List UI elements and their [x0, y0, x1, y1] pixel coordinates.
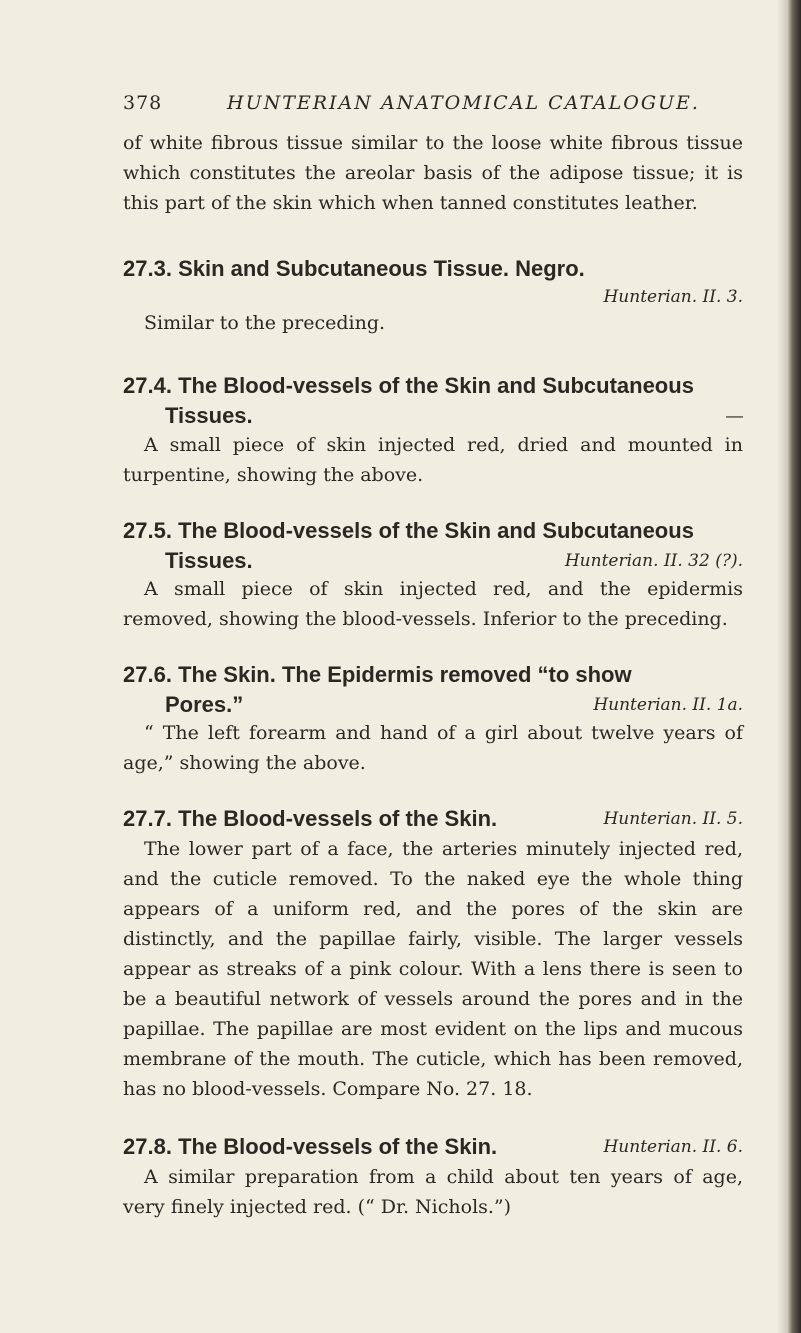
- entry-title: The Blood-vessels of the Skin.: [178, 806, 498, 831]
- entry-reference: Hunterian. II. 5.: [603, 809, 743, 829]
- entry-number: 27.8.: [123, 1134, 172, 1159]
- entry-description: Similar to the preceding.: [144, 312, 386, 334]
- entry-description: A small piece of skin injected red, dried and mounted in turpentine, showing the above.: [123, 434, 743, 486]
- entry-number: 27.4.: [123, 373, 172, 398]
- entry-title: The Blood-vessels of the Skin and Subcutaneous: [178, 518, 694, 543]
- entry-heading: [123, 371, 743, 431]
- entry-number: 27.5.: [123, 518, 172, 543]
- entry-title-continued: Tissues.: [165, 403, 253, 428]
- entry-heading: [123, 254, 743, 284]
- entry-reference: Hunterian. II. 6.: [603, 1137, 743, 1157]
- entry-heading: [123, 516, 743, 576]
- entry-title: The Blood-vessels of the Skin.: [178, 1134, 498, 1159]
- entry-title-continued: Tissues.: [165, 548, 253, 573]
- entry-reference: —: [726, 406, 743, 425]
- entry-title-continued: Pores.”: [165, 692, 244, 717]
- entry-description: A small piece of skin injected red, and the epidermis removed, showing the blood-vessels. Inferior to the preceding.: [123, 578, 743, 630]
- running-title: HUNTERIAN ANATOMICAL CATALOGUE.: [227, 92, 700, 114]
- entry-description: A similar preparation from a child about ten years of age, very finely injected red. (“ Dr. Nichols.”): [123, 1166, 743, 1218]
- entry-reference: Hunterian. II. 3.: [603, 287, 743, 307]
- entry-number: 27.6.: [123, 662, 172, 687]
- entry-heading: [123, 1132, 743, 1162]
- entry-title: Skin and Subcutaneous Tissue. Negro.: [178, 256, 585, 281]
- entry-reference: Hunterian. II. 32 (?).: [564, 551, 743, 571]
- entry-title: The Skin. The Epidermis removed “to show: [178, 662, 632, 687]
- entry-number: 27.7.: [123, 806, 172, 831]
- entry-number: 27.3.: [123, 256, 172, 281]
- entry-reference: Hunterian. II. 1a.: [593, 695, 743, 715]
- entry-heading: [123, 660, 743, 720]
- intro-paragraph: of white fibrous tissue similar to the loose white fibrous tissue which constitutes the areolar basis of the adipose tissue; it is this part of the skin which when tanned constitutes leather.: [123, 132, 743, 214]
- page-gutter-shadow: [777, 0, 787, 1333]
- page-edge: [787, 0, 801, 1333]
- entry-description: The lower part of a face, the arteries minutely injected red, and the cuticle removed. To the naked eye the whole thing appears of a uniform red, and the pores of the skin are distinctly, and the papillae fairly, visible. The larger vessels appear as streaks of a pink colour. With a lens there is seen to be a beautiful network of vessels around the pores and in the papillae. The papillae are most evident on the lips and mucous membrane of the mouth. The cuticle, which has been removed, has no blood-vessels. Compare No. 27. 18.: [123, 838, 743, 1100]
- entry-description: “ The left forearm and hand of a girl about twelve years of age,” showing the above.: [123, 722, 743, 774]
- entry-heading: [123, 804, 743, 834]
- entry-title: The Blood-vessels of the Skin and Subcutaneous: [178, 373, 694, 398]
- page-number: 378: [123, 92, 163, 114]
